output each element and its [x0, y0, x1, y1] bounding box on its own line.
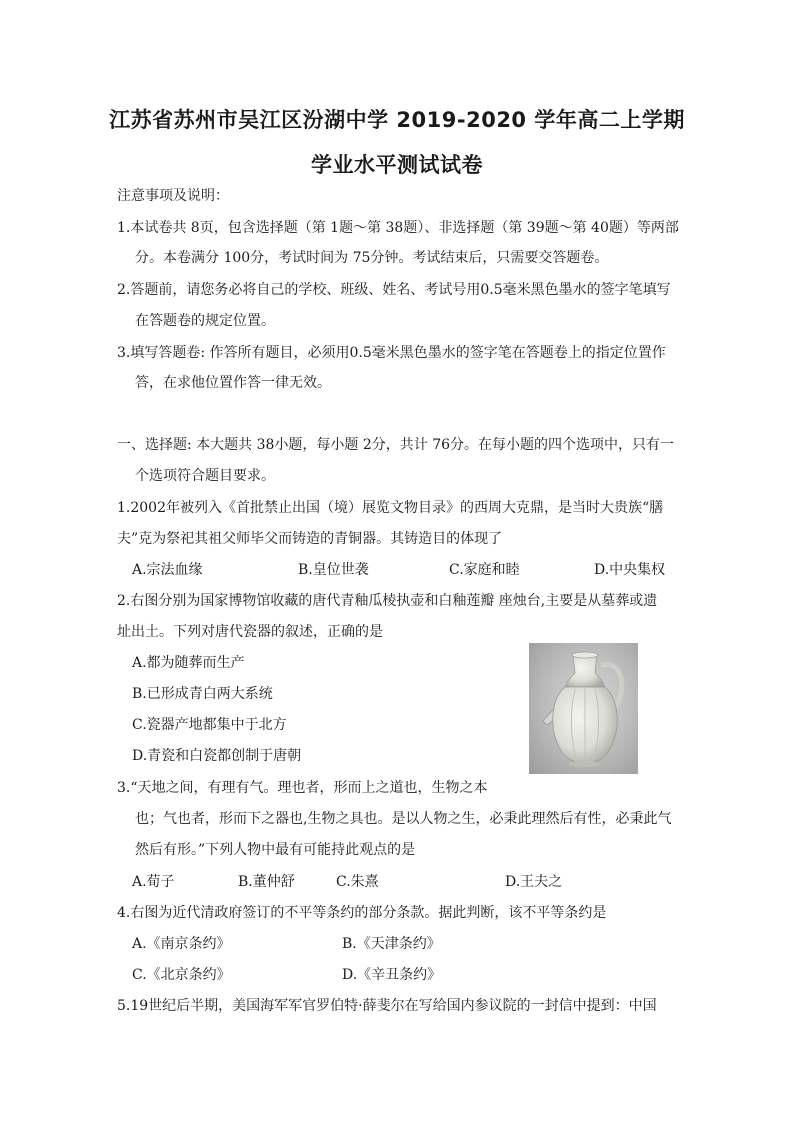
note-1-line-a: 1.本试卷共 8页，包含选择题（第 1题～第 38题）、非选择题（第 39题～第 40题）等两部 [117, 220, 679, 236]
question-2-option-a: A.都为随葬而生产 [132, 655, 245, 671]
note-3-line-b: 答，在求他位置作答一律无效。 [135, 375, 331, 391]
section1-instructions-b: 个选项符合题目要求。 [135, 468, 275, 484]
note-1-line-b: 分。本卷满分 100分，考试时间为 75分钟。考试结束后，只需要交答题卷。 [135, 250, 609, 266]
note-3-line-a: 3.填写答题卷: 作答所有题目，必须用0.5毫米黑色墨水的签字笔在答题卷上的指定位置作 [117, 345, 666, 361]
paper-title-line1: 江苏省苏州市吴江区汾湖中学 2019-2020 学年高二上学期 [109, 108, 685, 132]
question-2-stem-b: 址出土。下列对唐代瓷器的叙述，正确的是 [117, 624, 383, 640]
question-4-option-d: D.《辛丑条约》 [342, 967, 442, 983]
question-1-option-d: D.中央集权 [594, 562, 666, 578]
paper-title-line2: 学业水平测试试卷 [311, 153, 483, 177]
question-4-option-b: B.《天津条约》 [342, 936, 441, 952]
notes-heading: 注意事项及说明： [117, 188, 229, 204]
ewer-illustration [529, 643, 638, 774]
question-4-option-c: C.《北京条约》 [132, 967, 231, 983]
question-3-stem-c: 然后有形。”下列人物中最有可能持此观点的是 [135, 842, 416, 858]
question-1-stem-a: 1.2002年被列入《首批禁止出国（境）展览文物目录》的西周大克鼎，是当时大贵族“膳 [117, 500, 664, 516]
question-4-option-a: A.《南京条约》 [132, 936, 231, 952]
question-3-option-d: D.王夫之 [505, 874, 563, 890]
celadon-ewer-photo [529, 643, 638, 774]
question-3-option-b: B.董仲舒 [238, 874, 295, 890]
question-3-option-a: A.荀子 [132, 874, 175, 890]
question-1-option-a: A.宗法血缘 [132, 562, 203, 578]
question-3-stem-b: 也；气也者，形而下之器也,生物之具也。是以人物之生，必秉此理然后有性，必秉此气 [135, 811, 672, 827]
question-4-stem-a: 4.右图为近代清政府签订的不平等条约的部分条款。据此判断，该不平等条约是 [117, 905, 607, 921]
question-3-option-c: C.朱熹 [336, 874, 379, 890]
question-2-option-d: D.青瓷和白瓷都创制于唐朝 [132, 748, 302, 764]
question-2-option-c: C.瓷器产地都集中于北方 [132, 717, 287, 733]
question-1-option-c: C.家庭和睦 [449, 562, 520, 578]
note-2-line-b: 在答题卷的规定位置。 [135, 313, 275, 329]
question-2-option-b: B.已形成青白两大系统 [132, 686, 273, 702]
note-2-line-a: 2.答题前，请您务必将自己的学校、班级、姓名、考试号用0.5毫米黑色墨水的签字笔填写 [117, 282, 671, 298]
question-3-stem-a: 3.“天地之间，有理有气。理也者，形而上之道也，生物之本 [117, 780, 488, 796]
question-1-option-b: B.皇位世袭 [298, 562, 369, 578]
question-1-stem-b: 夫”克为祭祀其祖父师毕父而铸造的青铜器。其铸造目的体现了 [117, 531, 503, 547]
question-2-stem-a: 2.右图分别为国家博物馆收藏的唐代青釉瓜棱执壶和白釉莲瓣 座烛台,主要是从墓葬或遗 [117, 593, 658, 609]
question-5-stem-a: 5.19世纪后半期，美国海军军官罗伯特·薛斐尔在写给国内参议院的一封信中提到：中国 [117, 998, 657, 1014]
section1-instructions-a: 一、选择题: 本大题共 38小题，每小题 2分，共计 76分。在每小题的四个选项中，只有一 [117, 437, 675, 453]
